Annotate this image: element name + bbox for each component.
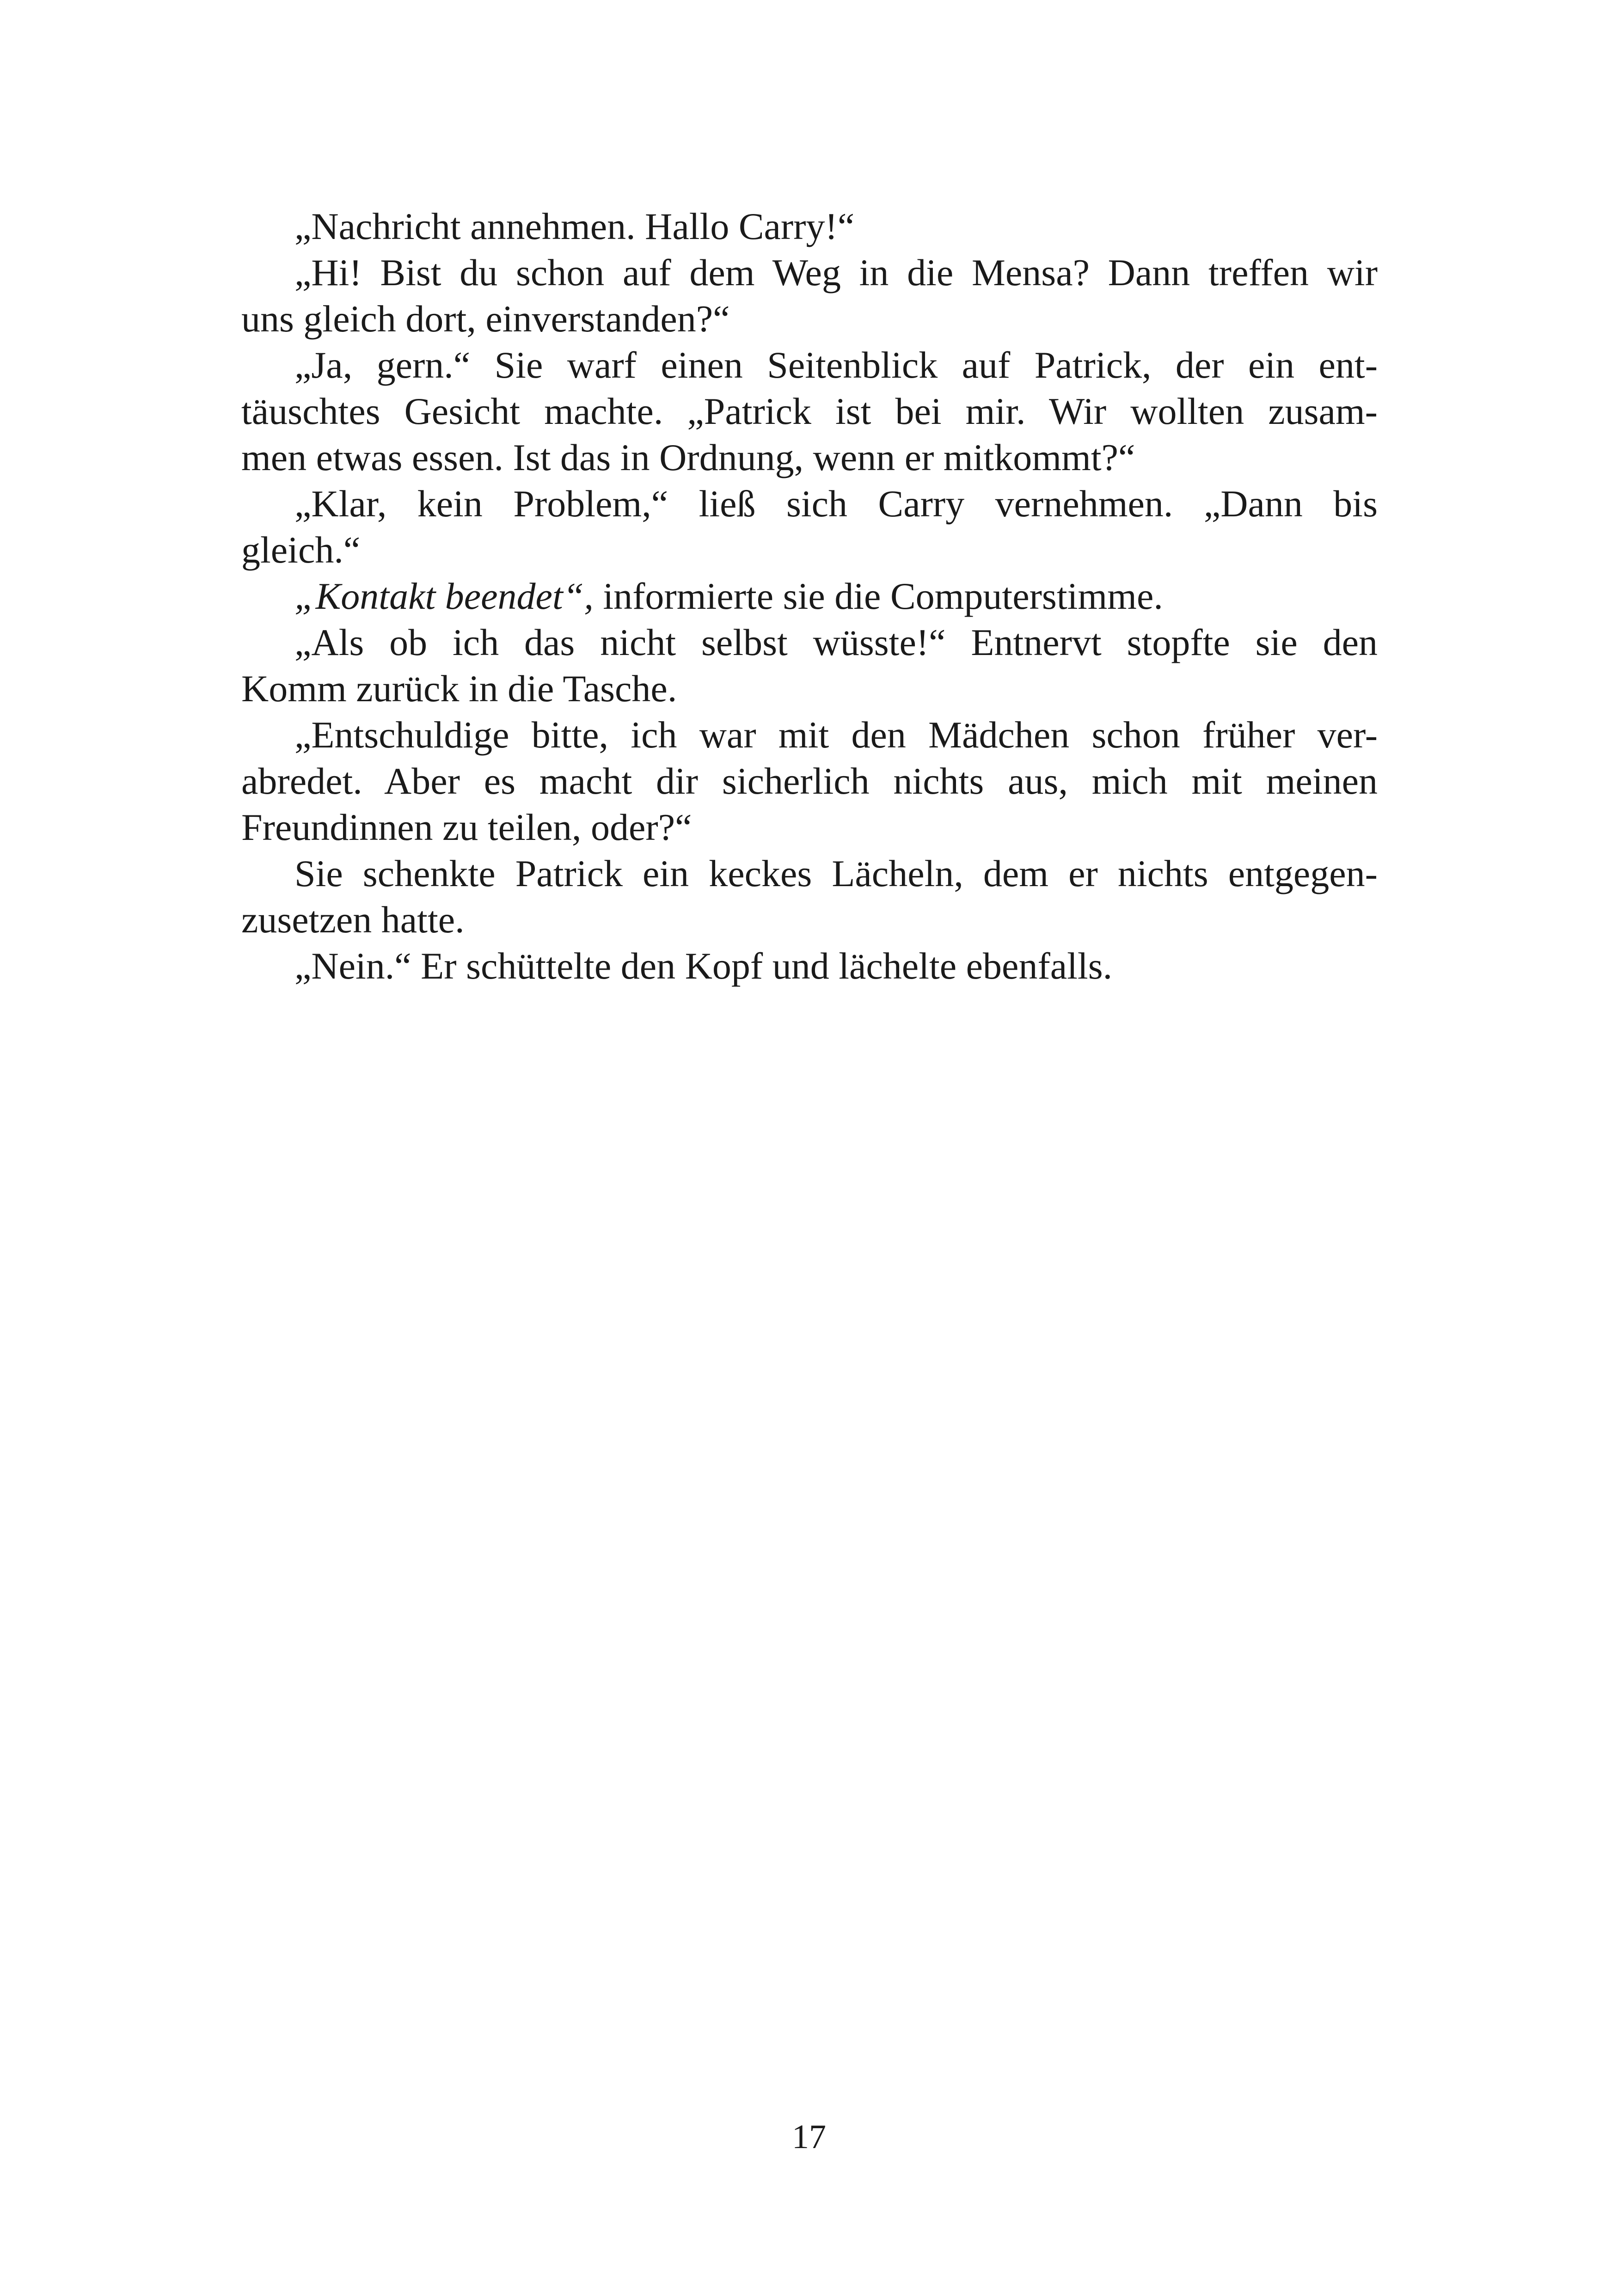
text-line: abredet. Aber es macht dir sicherlich nichts aus, mich mit meinen [241, 760, 1378, 802]
text-line [241, 573, 1378, 619]
text-line: zusetzen hatte. [241, 899, 465, 941]
text-line: „Als ob ich das nicht selbst wüsste!“ Entnervt stopfte sie den [294, 621, 1378, 663]
text-line: uns gleich dort, einverstanden?“ [241, 298, 730, 340]
text-line: täuschtes Gesicht machte. „Patrick ist bei mir. Wir wollten zusam- [241, 390, 1378, 432]
text-line: Sie schenkte Patrick ein keckes Lächeln, dem er nichts entgegen- [294, 852, 1378, 894]
text-line: „Entschuldige bitte, ich war mit den Mädchen schon früher ver- [294, 714, 1378, 756]
text-line: men etwas essen. Ist das in Ordnung, wenn er mitkommt?“ [241, 436, 1135, 478]
page-number: 17 [792, 2118, 826, 2156]
text-line: Komm zurück in die Tasche. [241, 667, 677, 710]
text-line: Freundinnen zu teilen, oder?“ [241, 806, 692, 848]
text-fragment: informierte sie die Computerstimme. [603, 575, 1163, 617]
text-line: „Nein.“ Er schüttelte den Kopf und lächelte ebenfalls. [294, 945, 1113, 987]
body-text [241, 203, 1378, 989]
text-line: gleich.“ [241, 529, 361, 571]
text-line: „Klar, kein Problem,“ ließ sich Carry vernehmen. „Dann bis [294, 483, 1378, 525]
text-line: „Hi! Bist du schon auf dem Weg in die Mensa? Dann treffen wir [294, 251, 1378, 294]
text-line: „Ja, gern.“ Sie warf einen Seitenblick auf Patrick, der ein ent- [294, 344, 1378, 386]
italic-phrase: „Kontakt beendet“, [294, 575, 594, 617]
text-line: „Nachricht annehmen. Hallo Carry!“ [294, 205, 855, 247]
